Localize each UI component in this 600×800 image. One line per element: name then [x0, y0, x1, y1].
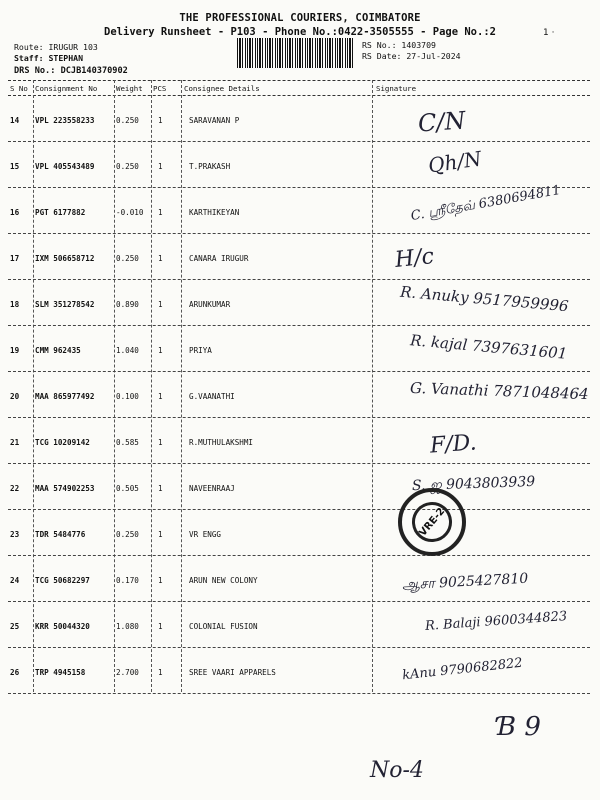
consignee-name: SREE VAARI APPARELS — [189, 668, 276, 677]
col-consignment: Consignment No — [35, 84, 98, 93]
route-label: Route: IRUGUR 103 — [14, 42, 98, 52]
consignee-name: NAVEENRAAJ — [189, 484, 235, 493]
pieces-count: 1 — [158, 346, 163, 355]
weight-value: 0.170 — [116, 576, 139, 585]
signature-19: R. kajal 7397631601 — [409, 331, 568, 363]
pieces-count: 1 — [158, 484, 163, 493]
consignment-number: MAA 574902253 — [35, 484, 95, 493]
consignee-name: VR ENGG — [189, 530, 222, 539]
pieces-count: 1 — [158, 438, 163, 447]
serial-number: 15 — [10, 162, 20, 171]
consignment-number: TDR 5484776 — [35, 530, 86, 539]
footer-mark-2: No-4 — [370, 758, 424, 783]
weight-value: 2.700 — [116, 668, 139, 677]
weight-value: 0.250 — [116, 254, 139, 263]
consignment-number: VPL 223558233 — [35, 116, 95, 125]
signature-17: H/c — [393, 244, 436, 273]
consignee-name: SARAVANAN P — [189, 116, 240, 125]
consignee-name: ARUN NEW COLONY — [189, 576, 258, 585]
drs-number: DRS No.: DCJB140370902 — [14, 66, 128, 76]
serial-number: 19 — [10, 346, 20, 355]
pieces-count: 1 — [158, 576, 163, 585]
signature-20: G. Vanathi 7871048464 — [409, 378, 589, 404]
signature-18: R. Anuky 9517959996 — [399, 282, 570, 316]
signature-22: S. ஜ 9043803939 — [411, 473, 536, 495]
table-row — [8, 234, 590, 280]
corner-mark: 1 · — [543, 28, 555, 38]
consignment-number: SLM 351278542 — [35, 300, 95, 309]
table-row — [8, 510, 590, 556]
signature-24: ஆசா 9025427810 — [401, 570, 529, 594]
serial-number: 18 — [10, 300, 20, 309]
serial-number: 23 — [10, 530, 20, 539]
consignment-number: IXM 506658712 — [35, 254, 95, 263]
staff-label: Staff: STEPHAN — [14, 53, 84, 63]
weight-value: 0.585 — [116, 438, 139, 447]
consignee-name: ARUNKUMAR — [189, 300, 231, 309]
signature-16: C. ஸ்ரீதேவ் 6380694811 — [409, 182, 562, 225]
signature-21: F/D. — [429, 430, 478, 459]
serial-number: 20 — [10, 392, 20, 401]
pieces-count: 1 — [158, 116, 163, 125]
consignee-name: T.PRAKASH — [189, 162, 231, 171]
runsheet-title: Delivery Runsheet - P103 - Phone No.:0422-3505555 - Page No.:2 — [104, 26, 496, 38]
pieces-count: 1 — [158, 392, 163, 401]
col-pcs: PCS — [153, 84, 167, 93]
consignee-name: R.MUTHULAKSHMI — [189, 438, 254, 447]
col-weight: Weight — [116, 84, 143, 93]
consignee-name: G.VAANATHI — [189, 392, 235, 401]
pieces-count: 1 — [158, 622, 163, 631]
signature-25: R. Balaji 9600344823 — [424, 609, 568, 634]
footer-mark-1: Ɓ 9 — [497, 712, 541, 742]
weight-value: 0.250 — [116, 530, 139, 539]
header-top-rule — [8, 80, 590, 81]
company-title: THE PROFESSIONAL COURIERS, COIMBATORE — [179, 12, 421, 24]
consignee-name: PRIYA — [189, 346, 212, 355]
weight-value: -0.010 — [116, 208, 144, 217]
weight-value: 1.040 — [116, 346, 139, 355]
row-separator — [8, 693, 590, 694]
consignment-number: TCG 10209142 — [35, 438, 90, 447]
pieces-count: 1 — [158, 668, 163, 677]
col-consignee: Consignee Details — [184, 84, 260, 93]
consignment-number: PGT 6177882 — [35, 208, 86, 217]
table-row — [8, 418, 590, 464]
pieces-count: 1 — [158, 530, 163, 539]
table-row — [8, 142, 590, 188]
pieces-count: 1 — [158, 300, 163, 309]
pieces-count: 1 — [158, 162, 163, 171]
consignee-name: KARTHIKEYAN — [189, 208, 240, 217]
serial-number: 24 — [10, 576, 20, 585]
col-sno: S No — [10, 84, 28, 93]
serial-number: 26 — [10, 668, 20, 677]
serial-number: 25 — [10, 622, 20, 631]
weight-value: 0.890 — [116, 300, 139, 309]
weight-value: 0.100 — [116, 392, 139, 401]
weight-value: 0.250 — [116, 162, 139, 171]
signature-26: kAnu 9790682822 — [401, 655, 524, 684]
barcode — [237, 38, 355, 68]
signature-14: C/N — [417, 106, 467, 138]
serial-number: 21 — [10, 438, 20, 447]
rs-number: RS No.: 1403709 — [362, 40, 436, 50]
serial-number: 17 — [10, 254, 20, 263]
rs-date: RS Date: 27-Jul-2024 — [362, 51, 461, 61]
delivery-stamp — [398, 488, 466, 556]
pieces-count: 1 — [158, 254, 163, 263]
table-row — [8, 96, 590, 142]
consignee-name: CANARA IRUGUR — [189, 254, 249, 263]
signature-15: Qh/N — [426, 146, 483, 178]
consignee-name: COLONIAL FUSION — [189, 622, 258, 631]
col-signature: Signature — [376, 84, 417, 93]
serial-number: 16 — [10, 208, 20, 217]
consignment-number: MAA 865977492 — [35, 392, 95, 401]
serial-number: 14 — [10, 116, 20, 125]
stamp-text: VRE-2 — [404, 494, 460, 550]
serial-number: 22 — [10, 484, 20, 493]
consignment-number: TCG 50682297 — [35, 576, 90, 585]
consignment-number: TRP 4945158 — [35, 668, 86, 677]
pieces-count: 1 — [158, 208, 163, 217]
weight-value: 0.505 — [116, 484, 139, 493]
weight-value: 1.080 — [116, 622, 139, 631]
weight-value: 0.250 — [116, 116, 139, 125]
consignment-number: KRR 50044320 — [35, 622, 90, 631]
consignment-number: VPL 405543489 — [35, 162, 95, 171]
consignment-number: CMM 962435 — [35, 346, 81, 355]
